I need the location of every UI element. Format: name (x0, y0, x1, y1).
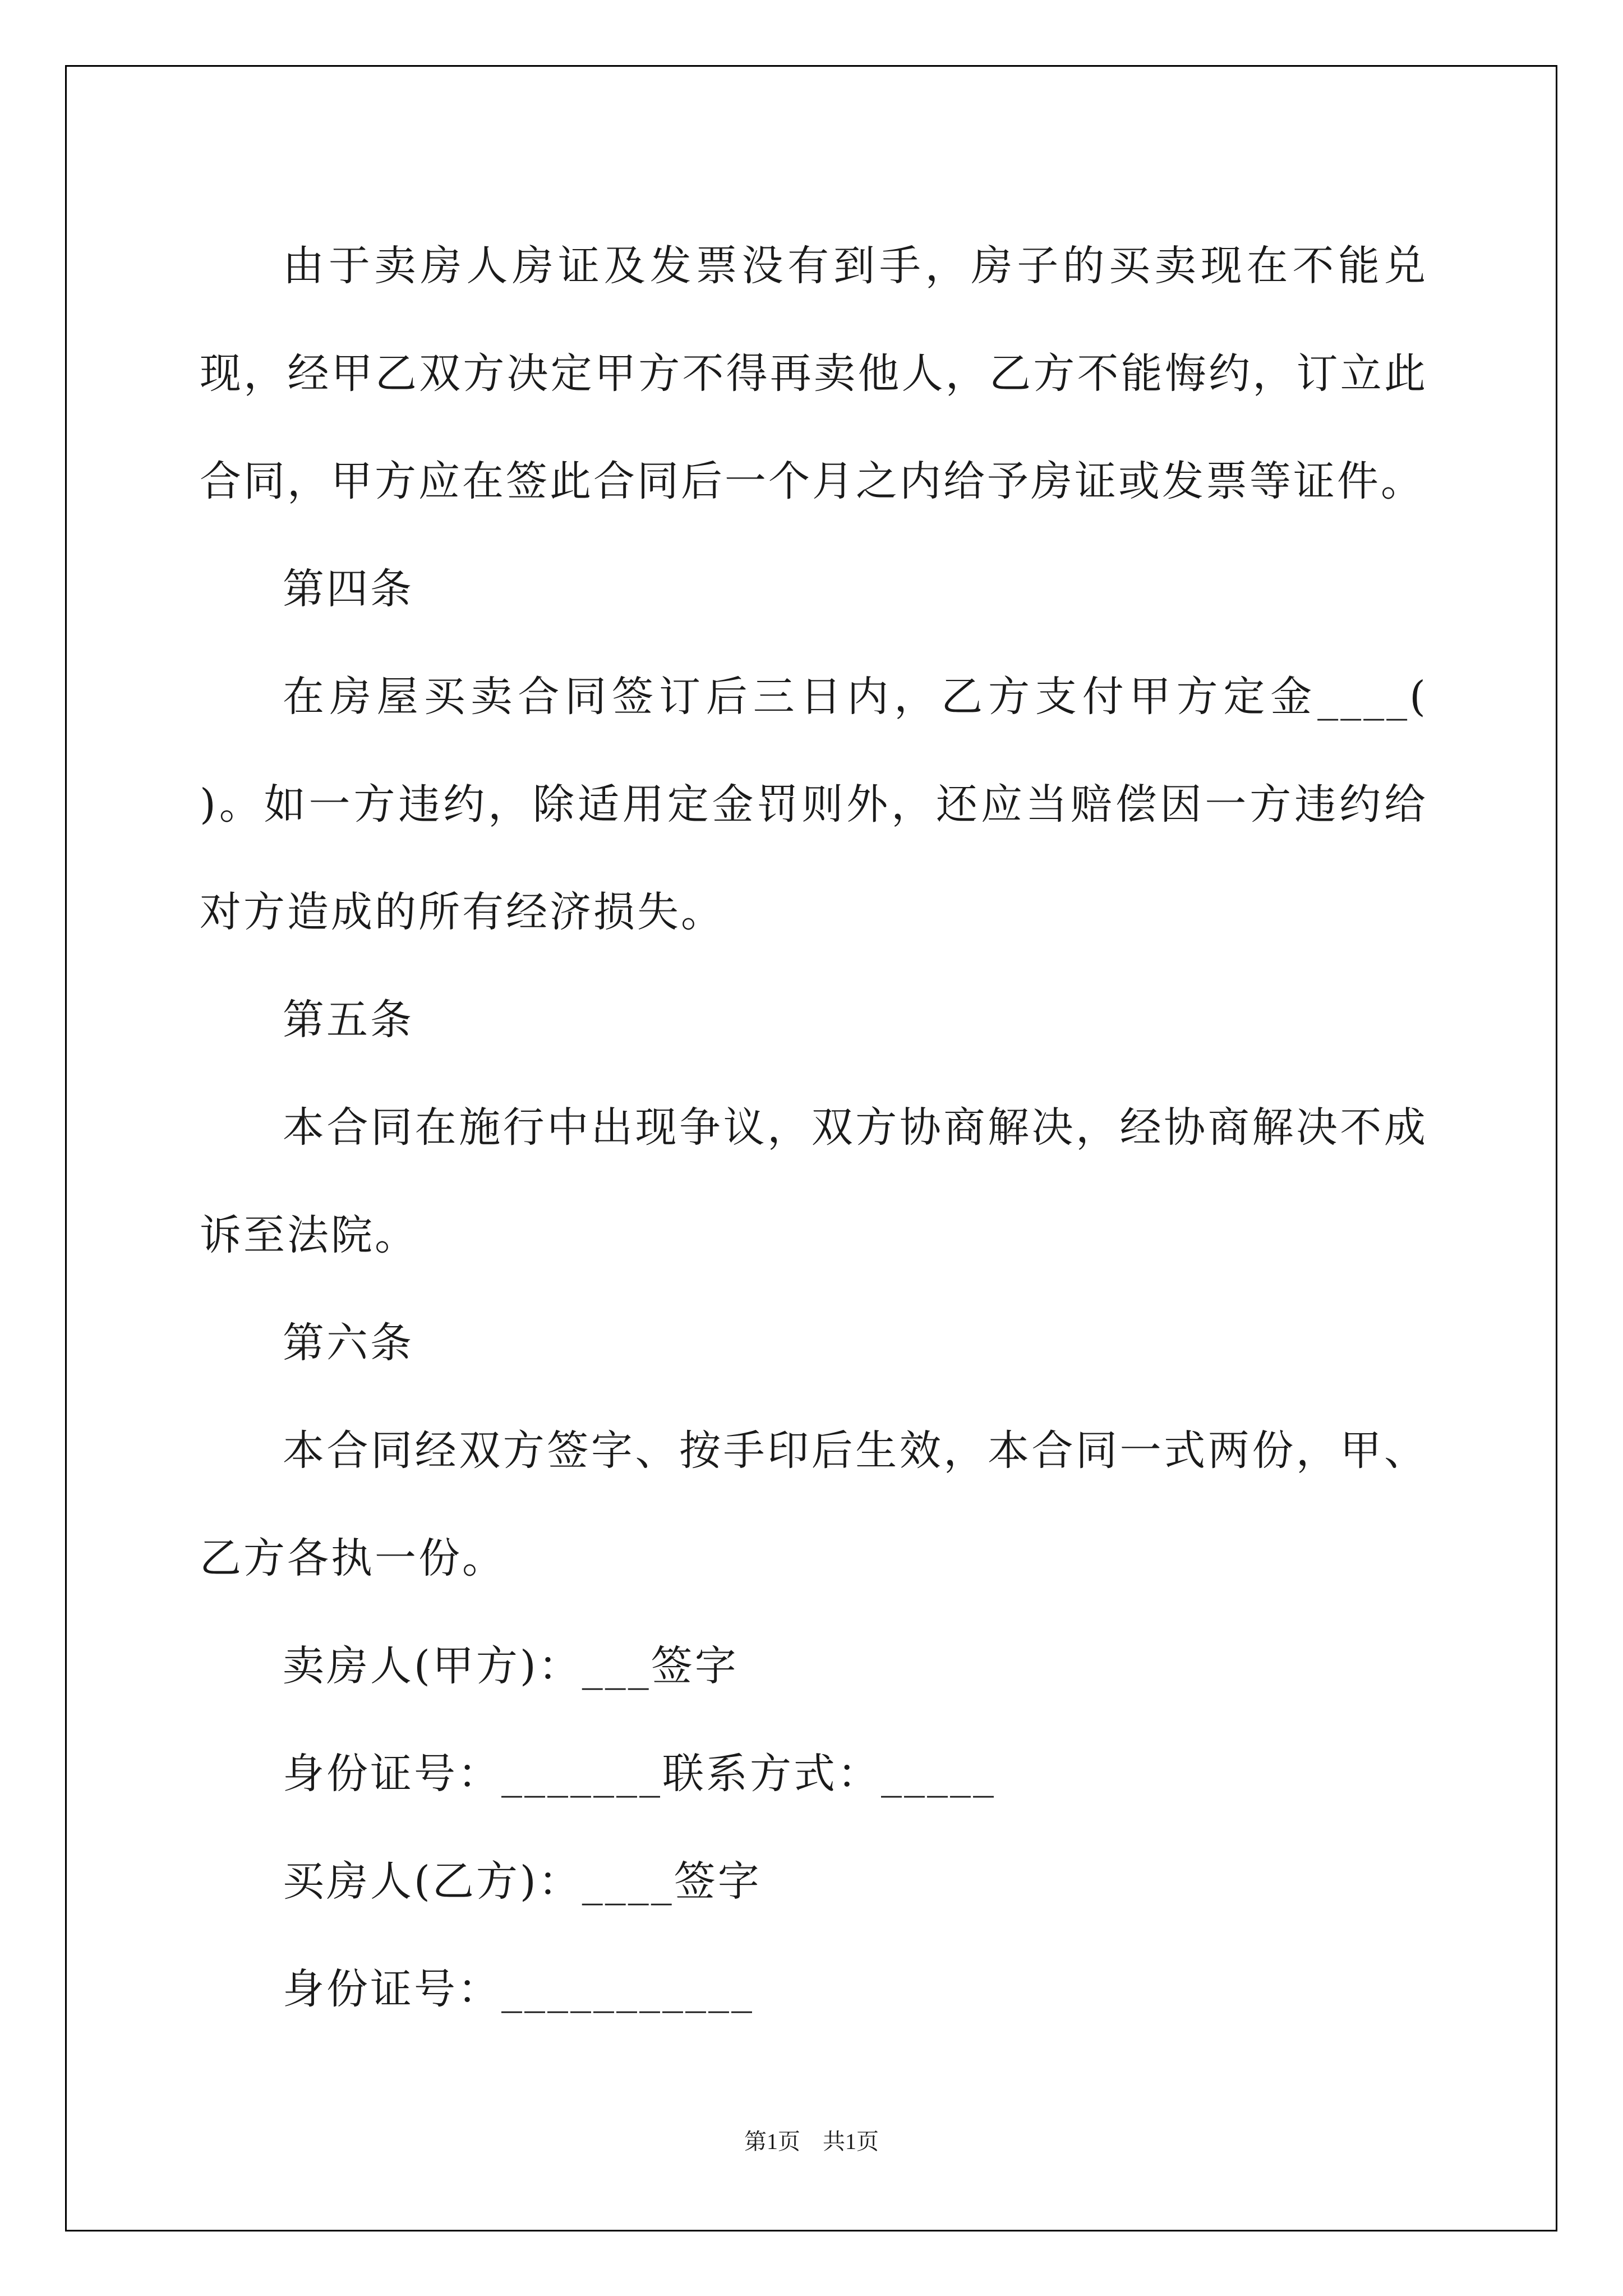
seller-id-contact-line: 身份证号：_______联系方式：_____ (283, 1750, 996, 1798)
paragraph-dispute-resolution: 本合同在施行中出现争议，双方协商解决，经协商解决不成诉至法院。 (200, 1103, 1428, 1259)
document-body (200, 212, 1428, 2043)
article-heading-6: 第六条 (283, 1319, 414, 1367)
paragraph-deposit-payment: 在房屋买卖合同签订后三日内，乙方支付甲方定金____( )。如一方违约，除适用定金罚则外，还应当赔偿因一方违约给对方造成的所有经济损失。 (200, 673, 1428, 936)
article-heading-4: 第四条 (283, 565, 414, 613)
paragraph-deposit-terms: 由于卖房人房证及发票没有到手，房子的买卖现在不能兑现，经甲乙双方决定甲方不得再卖他人，乙方不能悔约，订立此合同，甲方应在签此合同后一个月之内给予房证或发票等证件。 (200, 242, 1428, 505)
article-heading-5: 第五条 (283, 996, 414, 1044)
seller-signature-line: 卖房人(甲方)：___签字 (283, 1642, 739, 1690)
buyer-signature-line: 买房人(乙方)：____签字 (283, 1857, 762, 1906)
page-number-footer: 第1页 共1页 (744, 2129, 879, 2154)
buyer-id-line: 身份证号：___________ (283, 1965, 754, 2013)
paragraph-effectiveness: 本合同经双方签字、按手印后生效，本合同一式两份，甲、乙方各执一份。 (200, 1427, 1428, 1582)
